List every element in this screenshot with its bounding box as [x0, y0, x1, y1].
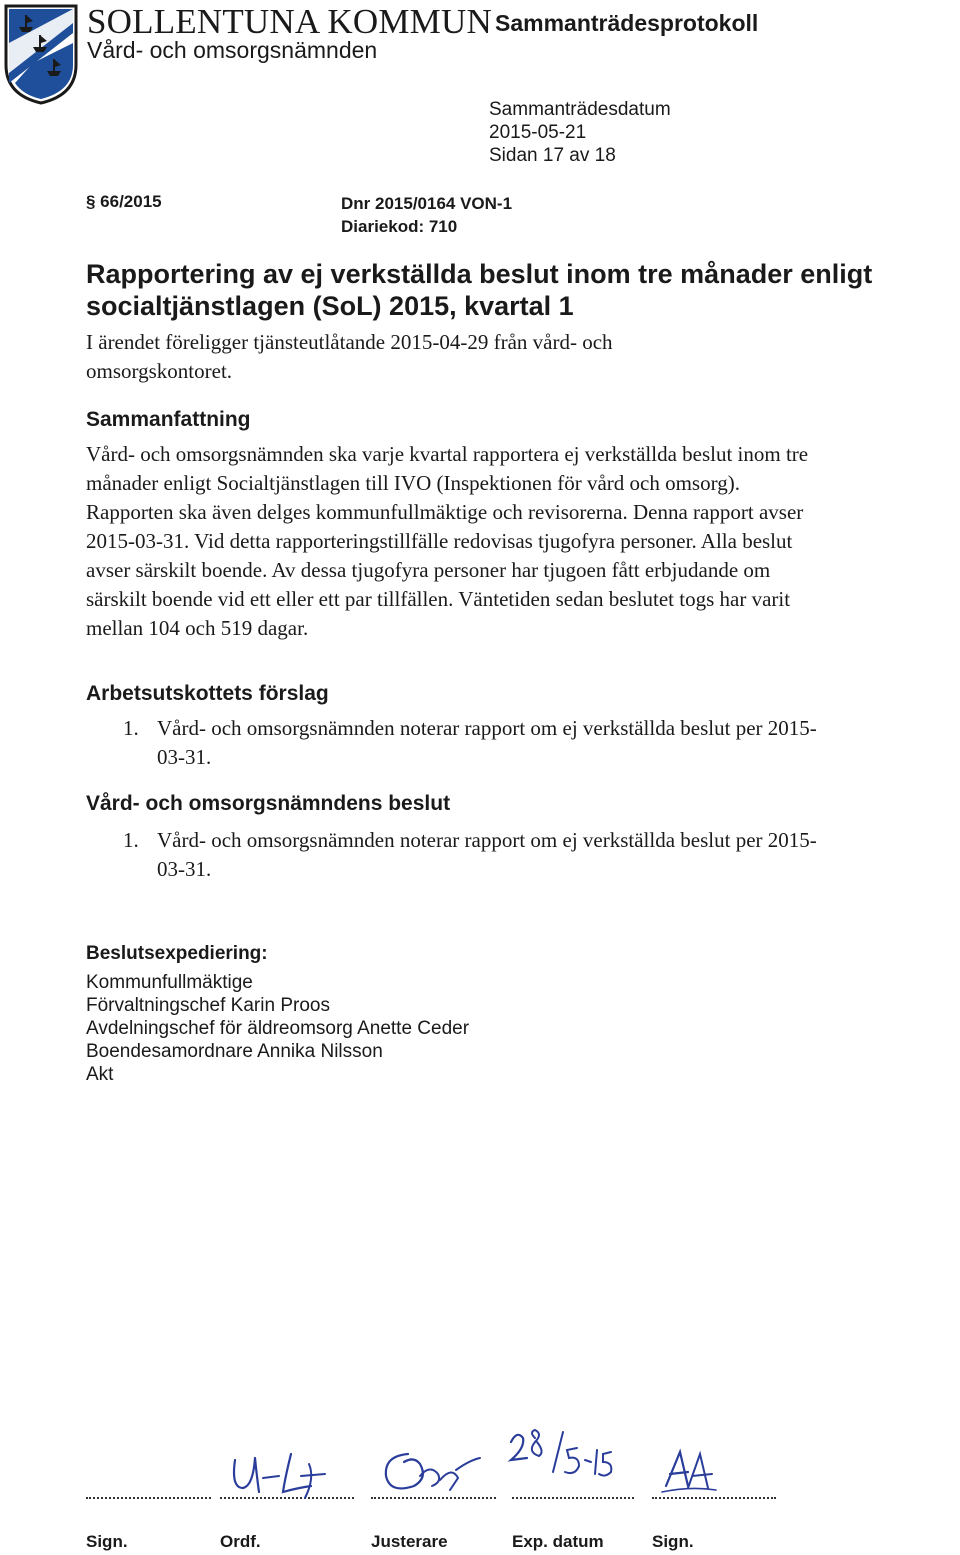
signature-line [86, 1497, 211, 1499]
document-type: Sammanträdesprotokoll [495, 10, 759, 36]
registration-number: Dnr 2015/0164 VON-1 [341, 194, 513, 213]
signature-line [652, 1497, 776, 1499]
meeting-date-label: Sammanträdesdatum [489, 99, 671, 120]
list-item: Avdelningschef för äldreomsorg Anette Ceder [86, 1018, 470, 1039]
sign-signature-icon [660, 1446, 720, 1496]
meeting-date: 2015-05-21 [489, 122, 587, 143]
list-text: Vård- och omsorgsnämnden noterar rapport om ej verkställda beslut per 2015-03-31. [157, 828, 817, 881]
signature-line [512, 1497, 634, 1499]
expedition-list [86, 971, 469, 1086]
list-number: 1. [123, 716, 139, 740]
list-number: 1. [123, 828, 139, 852]
decision-heading: Vård- och omsorgsnämndens beslut [86, 792, 451, 815]
municipality-name: SOLLENTUNA KOMMUN [87, 2, 492, 41]
list-item: Akt [86, 1064, 114, 1085]
chair-label: Ordf. [220, 1532, 261, 1551]
intro-text: I ärendet föreligger tjänsteutlåtande 2015-04-29 från vård- och omsorgskontoret. [86, 330, 613, 383]
decision-list [120, 826, 820, 884]
expedition-heading: Beslutsexpediering: [86, 943, 268, 964]
chair-signature-icon [225, 1448, 355, 1500]
proposal-heading: Arbetsutskottets förslag [86, 682, 329, 705]
expedition-date-label: Exp. datum [512, 1532, 604, 1551]
list-item [120, 714, 820, 772]
board-name: Vård- och omsorgsnämnden [87, 37, 378, 63]
adjuster-label: Justerare [371, 1532, 448, 1551]
case-reference [341, 192, 512, 238]
municipality-coat-of-arms-icon [3, 3, 79, 105]
paragraph-number: § 66/2015 [86, 192, 162, 211]
handwritten-date-icon [505, 1428, 617, 1486]
summary-heading: Sammanfattning [86, 408, 251, 431]
meeting-meta [489, 98, 671, 167]
signature-label: Sign. [86, 1532, 128, 1551]
list-text: Vård- och omsorgsnämnden noterar rapport om ej verkställda beslut per 2015-03-31. [157, 716, 817, 769]
case-title: Rapportering av ej verkställda beslut inom tre månader enligt socialtjänstlagen (SoL) 2015, kvartal 1 [86, 259, 873, 321]
diary-code: Diariekod: 710 [341, 217, 458, 236]
page-number: Sidan 17 av 18 [489, 145, 616, 166]
list-item [120, 826, 820, 884]
summary-text: Vård- och omsorgsnämnden ska varje kvartal rapportera ej verkställda beslut inom tre månader enligt Socialtjänstlagen till IVO (Inspektionen för vård och omsorg). Rapporten ska även delges kommunfullmäktige och revisorerna. Denna rapport avser 2015-03-31. Vid detta rapporteringstillfälle redovisas tjugofyra personer. Alla beslut avser särskilt boende. Av dessa tjugofyra personer har tjugoen fått erbjudande om särskilt boende vid ett eller ett par tillfällen. Väntetiden sedan beslutet togs har varit mellan 104 och 519 dagar. [86, 442, 809, 640]
adjuster-signature-icon [380, 1446, 490, 1502]
signature-label: Sign. [652, 1532, 694, 1551]
proposal-list [120, 714, 820, 772]
list-item: Kommunfullmäktige [86, 972, 253, 993]
list-item: Boendesamordnare Annika Nilsson [86, 1041, 383, 1062]
list-item: Förvaltningschef Karin Proos [86, 995, 330, 1016]
